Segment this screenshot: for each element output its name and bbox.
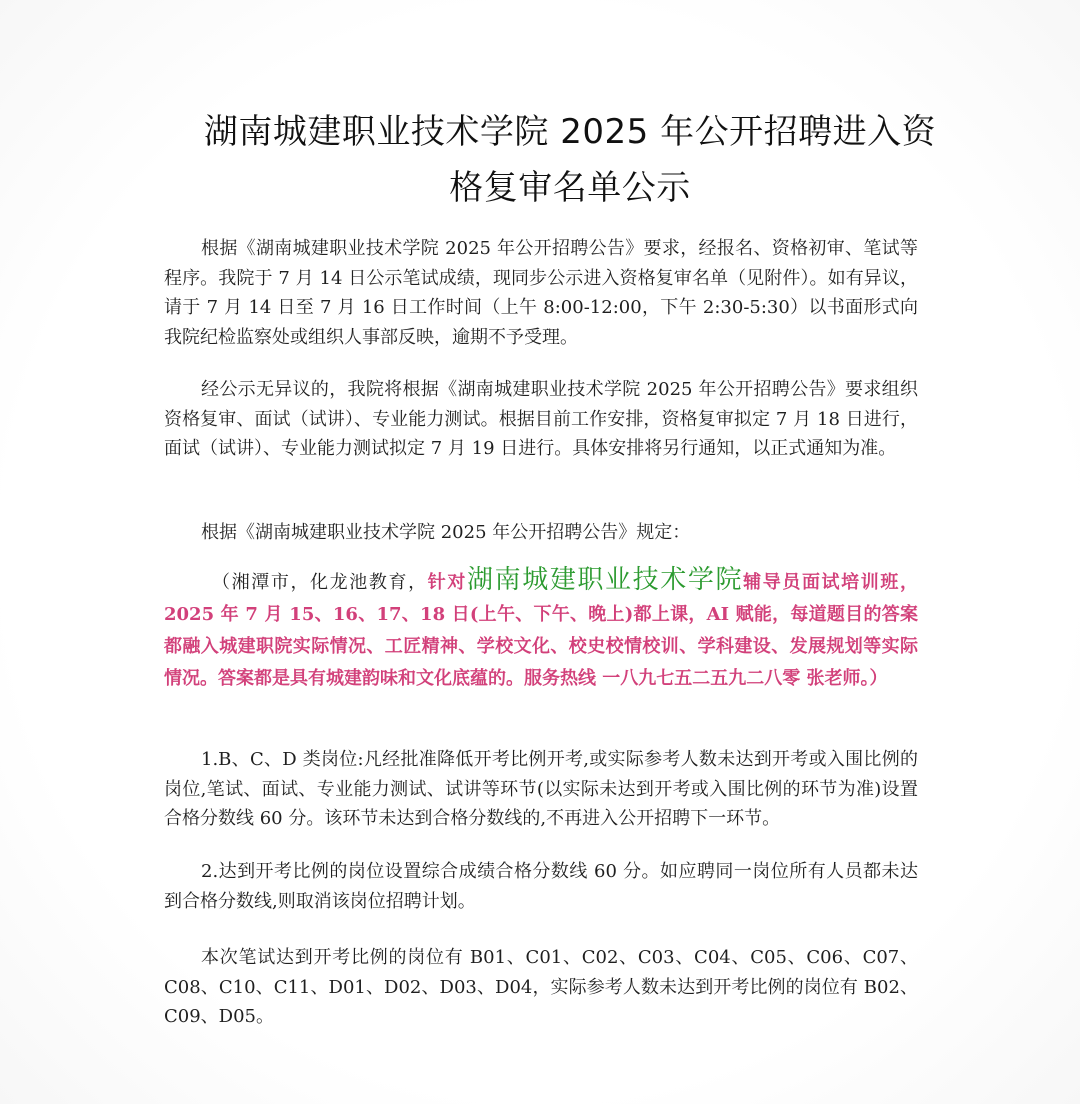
rule-1: 1.B、C、D 类岗位:凡经批准降低开考比例开考,或实际参考人数未达到开考或入围比例的岗位,笔试、面试、专业能力测试、试讲等环节(以实际未达到开考或入围比例的环节为准)设置合格分数线 60 分。该环节未达到合格分数线的,不再进入公开招聘下一环节。 (164, 749, 918, 829)
ad-lead: （湘潭市，化龙池教育， (212, 572, 428, 593)
positions-list: 本次笔试达到开考比例的岗位有 B01、C01、C02、C03、C04、C05、C06、C07、C08、C10、C11、D01、D02、D03、D04，实际参考人数未达到开考比例的岗位有 B02、C09、D05。 (164, 947, 918, 1027)
paragraph-objection-notice: 根据《湖南城建职业技术学院 2025 年公开招聘公告》要求，经报名、资格初审、笔试等程序。我院于 7 月 14 日公示笔试成绩，现同步公示进入资格复审名单（见附件）。如有异议，请于 7 月 14 日至 7 月 16 日工作时间（上午 8:00-12:00，下午 2:30-5:30）以书面形式向我院纪检监察处或组织人事部反映，逾期不予受理。 (164, 238, 918, 348)
ad-pre: 针对 (427, 572, 467, 593)
document-title-line1: 湖南城建职业技术学院 2025 年公开招聘进入资 (203, 112, 937, 152)
rule-2: 2.达到开考比例的岗位设置综合成绩合格分数线 60 分。如应聘同一岗位所有人员都未达到合格分数线,则取消该岗位招聘计划。 (164, 861, 918, 912)
ad-school-name: 湖南城建职业技术学院 (466, 565, 744, 595)
ad-body: 辅导员面试培训班，2025 年 7 月 15、16、17、18 日(上午、下午、晚上)都上课，AI 赋能，每道题目的答案都融入城建职院实际情况、工匠精神、学校文化、校史校情校训、学科建设、发展规划等实际情况。答案都是具有城建韵味和文化底蕴的。服务热线 一八九七五二五九二八零 张老师。） (164, 572, 919, 689)
paragraph-regulation-intro: 根据《湖南城建职业技术学院 2025 年公开招聘公告》规定： (201, 522, 691, 543)
paragraph-review-schedule: 经公示无异议的，我院将根据《湖南城建职业技术学院 2025 年公开招聘公告》要求组织资格复审、面试（试讲）、专业能力测试。根据目前工作安排，资格复审拟定 7 月 18 日进行，面试（试讲）、专业能力测试拟定 7 月 19 日进行。具体安排将另行通知，以正式通知为准。 (164, 379, 918, 459)
document-title-line2: 格复审名单公示 (449, 168, 691, 208)
advertisement-paragraph (164, 564, 918, 695)
